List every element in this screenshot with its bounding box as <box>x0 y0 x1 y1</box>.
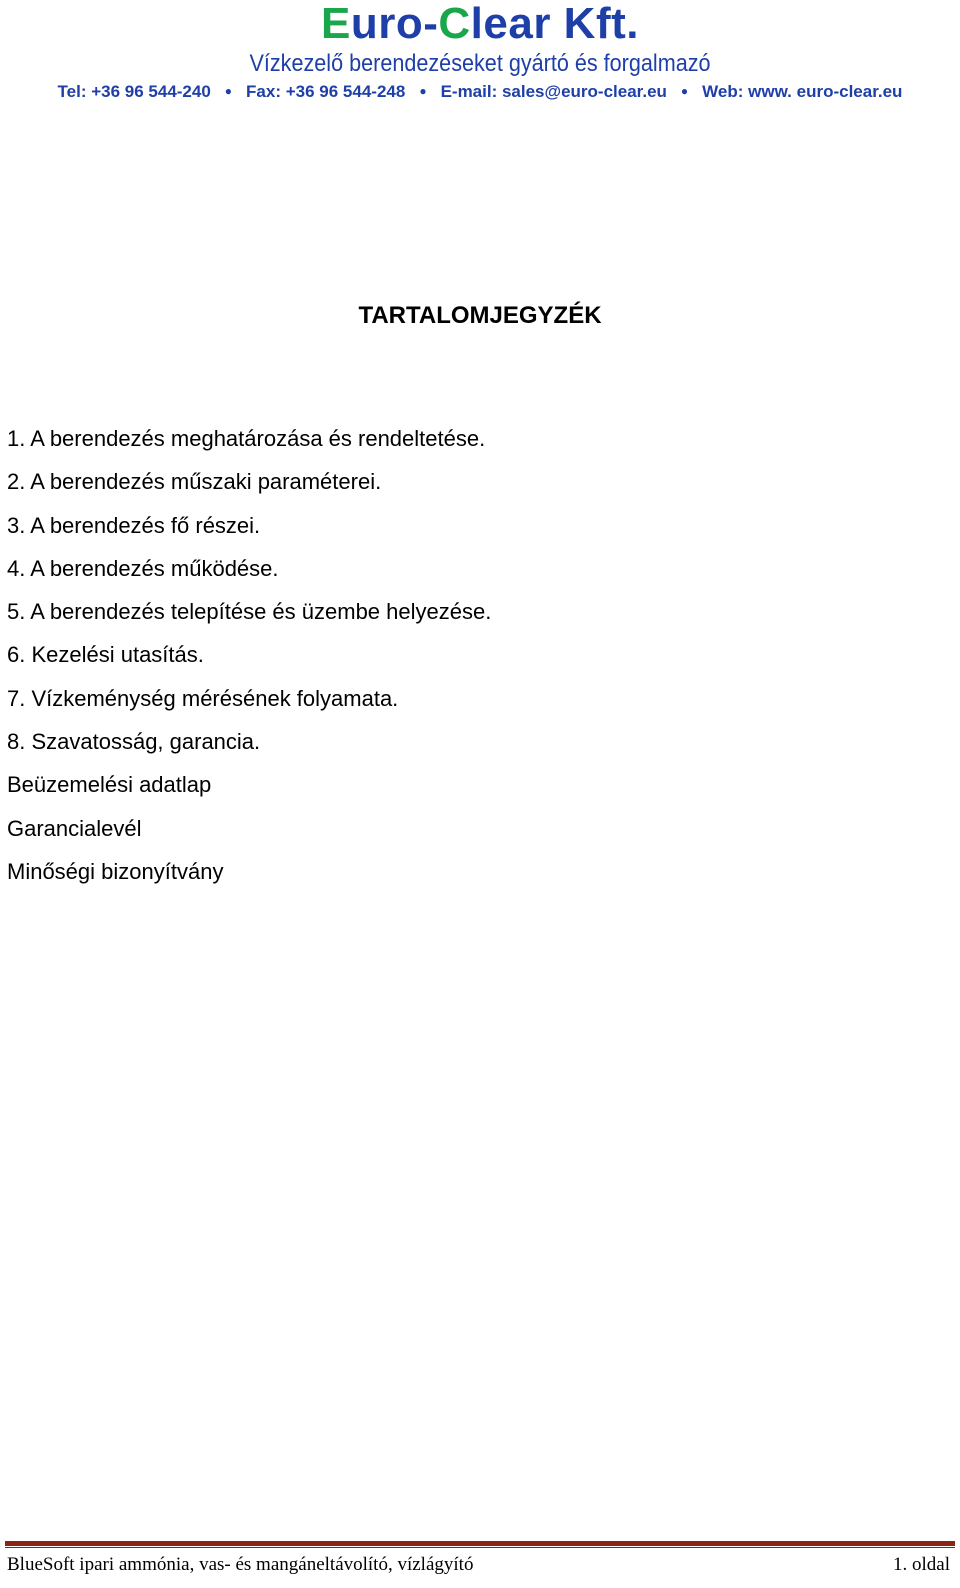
toc-item: 2. A berendezés műszaki paraméterei. <box>7 469 382 495</box>
footer-document-title: BlueSoft ipari ammónia, vas- és mangáneltávolító, vízlágyító <box>7 1554 474 1575</box>
brand-text-uro: uro- <box>350 0 439 48</box>
contact-line <box>0 80 960 103</box>
toc-item: 1. A berendezés meghatározása és rendeltetése. <box>7 426 486 451</box>
brand-text-lear: lear Kft. <box>470 0 639 48</box>
company-tagline: Vízkezelő berendezéseket gyártó és forgalmazó <box>249 50 711 77</box>
footer-divider <box>5 1541 955 1546</box>
brand-initial-c: C <box>438 0 471 48</box>
company-name <box>0 0 960 48</box>
contact-fax: Fax: +36 96 544-248 <box>246 82 406 101</box>
table-of-contents <box>7 426 491 902</box>
toc-item: 6. Kezelési utasítás. <box>7 642 204 668</box>
contact-email: E-mail: sales@euro-clear.eu <box>440 82 667 101</box>
page-title: TARTALOMJEGYZÉK <box>358 302 602 329</box>
toc-item: 4. A berendezés működése. <box>7 555 279 581</box>
toc-item: Minőségi bizonyítvány <box>7 858 224 884</box>
toc-item: Beüzemelési adatlap <box>7 772 212 798</box>
footer-page-number: 1. oldal <box>893 1554 950 1575</box>
toc-item: Garancialevél <box>7 815 142 841</box>
footer-divider-thin <box>5 1547 955 1548</box>
toc-item: 8. Szavatosság, garancia. <box>7 729 261 755</box>
contact-web: Web: www. euro-clear.eu <box>702 82 903 101</box>
bullet-separator-icon: ● <box>224 84 233 98</box>
toc-item: 3. A berendezés fő részei. <box>7 512 261 538</box>
bullet-separator-icon: ● <box>419 84 427 98</box>
brand-initial-e: E <box>321 0 351 48</box>
contact-phone: Tel: +36 96 544-240 <box>57 82 211 101</box>
toc-item: 5. A berendezés telepítése és üzembe helyezése. <box>7 599 492 625</box>
toc-item: 7. Vízkeménység mérésének folyamata. <box>7 685 399 711</box>
bullet-separator-icon: ● <box>680 84 689 98</box>
